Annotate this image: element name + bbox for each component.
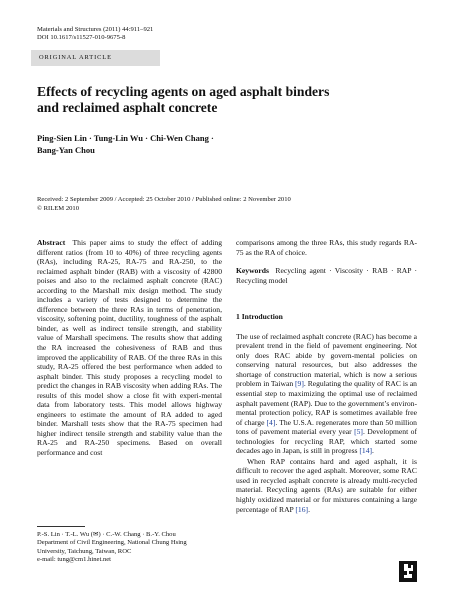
keywords-text: Recycling agent · Viscosity · RAB · RAP · Recycling model bbox=[236, 266, 418, 285]
intro-paragraph-2: When RAP contains hard and aged asphalt, it is difficult to recover the aged asphalt. Moreover, some RAC used in recycled asphalt concrete is already multi-recycled material. Recycling agents (RAs) are suitable for either highly oxidized material or for mixtures containing a large percentage of RAP [16]. bbox=[236, 456, 417, 514]
abstract-paragraph bbox=[37, 238, 222, 458]
dates-line: Received: 2 September 2009 / Accepted: 25 October 2010 / Published online: 2 November 2010 bbox=[37, 196, 291, 203]
citation-link[interactable]: [4] bbox=[266, 417, 276, 427]
journal-citation: Materials and Structures (2011) 44:911–921 bbox=[37, 26, 154, 33]
keywords-paragraph bbox=[236, 266, 417, 285]
abstract-continuation: comparisons among the three RAs, this study regards RA-75 as the RA of choice. bbox=[236, 238, 417, 257]
keywords-label: Keywords bbox=[236, 266, 269, 276]
publication-dates bbox=[37, 196, 427, 213]
section-heading-introduction: 1 Introduction bbox=[236, 312, 283, 322]
citation-link[interactable]: [16] bbox=[295, 504, 309, 514]
footnote-divider bbox=[37, 526, 85, 527]
article-title bbox=[37, 84, 417, 116]
citation-link[interactable]: [14] bbox=[359, 446, 373, 456]
citation-link[interactable]: [9] bbox=[295, 379, 304, 389]
affiliation-authors: P.-S. Lin · T.-L. Wu (✉) · C.-W. Chang · B.-Y. Chou bbox=[37, 531, 176, 538]
title-line-1: Effects of recycling agents on aged asphalt binders bbox=[37, 84, 330, 99]
affiliation-department: Department of Civil Engineering, National Chung Hsing bbox=[37, 539, 187, 547]
publisher-logo-icon bbox=[399, 561, 417, 582]
doi[interactable]: DOI 10.1617/s11527-010-9675-8 bbox=[37, 34, 126, 42]
abstract-text: This paper aims to study the effect of adding different ratios (from 10 to 40%) of three recycling agents (RAs), including RA-25, RA-75 and RA-250, to the reclaimed asphalt binder (RAB) with a viscosity of 42800 poises and also to the reclaimed asphalt concrete (RAC) according to the Marshall mix design method. The study includes a variety of tests designed to determine the difference between the three RAs in terms of penetration, viscosity, softening point, ductility, toughness of the asphalt binder, as well as indirect tensile strength, and stability value of Marshall specimens. The results show that adding the RA increased the cohesiveness of RAB and thus improved the applicability of RAB. Of the three RAs in this study, RA-25 offered the best performance when added to asphalt binder. This study proposes a recycling model to predict the changes in RAB viscosity when adding RAs. The results of this model show a close fit with experi-mental data from laboratory tests. This model allows highway engineers to estimate the amount of RA added to aged binder. Marshall tests show that the RA-75 specimen had higher indirect tensile strength and stability value than the RA-25 and RA-250 specimens. Based on overall performance and cost bbox=[37, 238, 222, 458]
title-line-2: and reclaimed asphalt concrete bbox=[37, 100, 218, 115]
abstract-label: Abstract bbox=[37, 238, 66, 247]
copyright-line: © RILEM 2010 bbox=[37, 204, 80, 212]
left-column bbox=[37, 238, 222, 458]
citation-link[interactable]: [5] bbox=[354, 427, 363, 437]
article-type-badge: ORIGINAL ARTICLE bbox=[31, 50, 160, 66]
affiliation-university: University, Taichung, Taiwan, ROC bbox=[37, 547, 132, 555]
journal-header bbox=[37, 26, 153, 43]
authors-line-1: Ping-Sien Lin · Tung-Lin Wu · Chi-Wen Chang · bbox=[37, 133, 214, 143]
right-column bbox=[236, 238, 417, 514]
intro-paragraph-1: The use of reclaimed asphalt concrete (RAC) has become a prevalent trend in the field of pavement engineering. Not only does RAC abide by govern-mental policies on conserving natural resources, but also addresses the shortage of construction material, which is now a serious problem in Taiwan [9]. Regulating the quality of RAC is an essential step to maximizing the optimal use of reclaimed asphalt pavement (RAP). Due to the government’s environ-mental protection policy, RAP is sometimes available free of charge [4]. The U.S.A. regenerates more than 50 million tons of pavement material every year [5]. Development of technologies for recycling RAP, which started some decades ago in Japan, is still in progress [14]. bbox=[236, 331, 417, 456]
authors-line-2: Bang-Yan Chou bbox=[37, 144, 95, 155]
author-list bbox=[37, 133, 317, 156]
author-affiliation bbox=[37, 531, 232, 564]
affiliation-email[interactable]: e-mail: tung@cm1.hinet.net bbox=[37, 555, 112, 563]
